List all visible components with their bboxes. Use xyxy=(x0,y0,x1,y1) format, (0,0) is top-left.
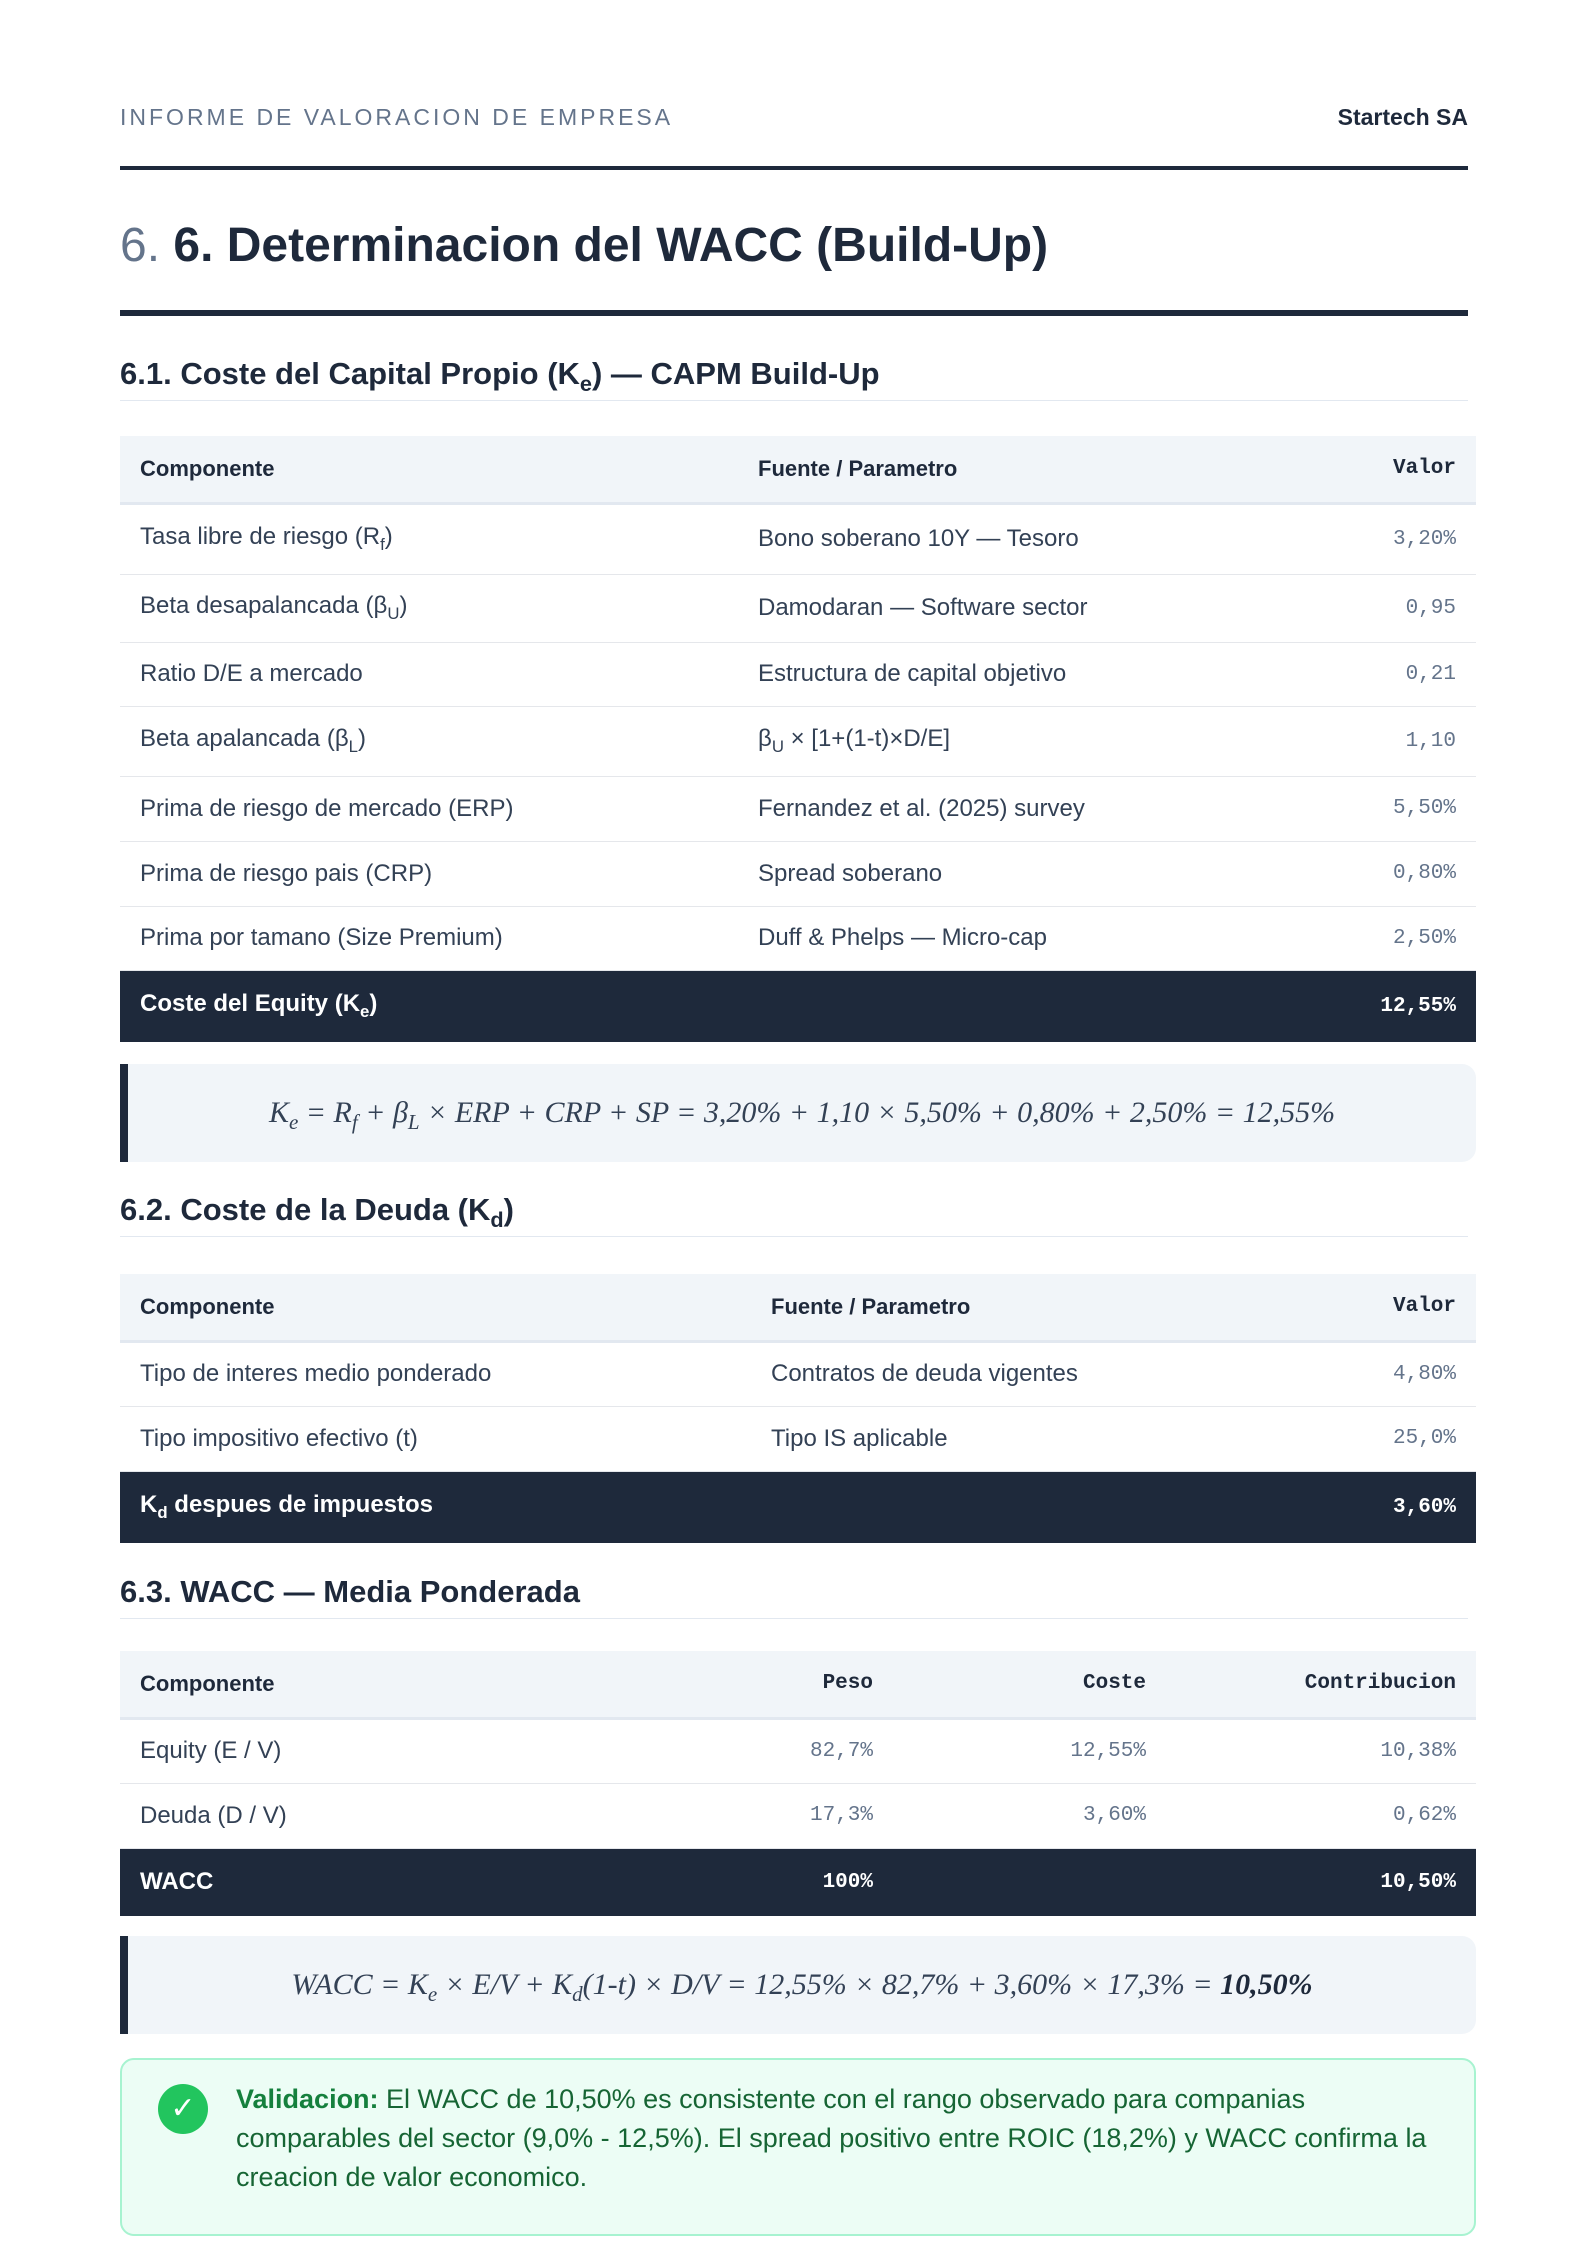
source-cell xyxy=(738,706,1266,776)
value-cell: 3,20% xyxy=(1266,503,1476,574)
source-tail: × [1+(1-t)×D/E] xyxy=(783,725,951,753)
component-tail: ) xyxy=(399,592,408,620)
weight-cell: 82,7% xyxy=(593,1718,893,1783)
component-cell: Prima de riesgo pais (CRP) xyxy=(120,841,738,906)
kd-table-header xyxy=(120,1274,1476,1341)
total-row xyxy=(120,970,1476,1042)
total-row xyxy=(120,1848,1476,1916)
section-title xyxy=(120,218,1468,316)
kd-heading-sub: d xyxy=(490,1207,504,1233)
section-title-text: 6. Determinacion del WACC (Build-Up) xyxy=(173,219,1049,272)
component-tail: ) xyxy=(384,523,393,551)
cost-cell: 12,55% xyxy=(893,1718,1166,1783)
formula-part: (1-t) × D/V = 12,55% × 82,7% + 3,60% × 17,3% = xyxy=(582,1968,1221,2001)
col-header-contribution: Contribucion xyxy=(1166,1651,1476,1718)
cost-cell: 3,60% xyxy=(893,1783,1166,1848)
total-row xyxy=(120,1471,1476,1543)
validation-callout xyxy=(120,2058,1476,2236)
total-label xyxy=(120,1471,751,1543)
value-cell: 25,0% xyxy=(1266,1406,1476,1471)
kd-section-heading xyxy=(120,1192,1468,1237)
total-empty-cell xyxy=(738,970,1266,1042)
source-cell: Estructura de capital objetivo xyxy=(738,642,1266,706)
formula-part: × E/V + K xyxy=(437,1968,573,2001)
table-row xyxy=(120,1341,1476,1406)
contribution-cell: 0,62% xyxy=(1166,1783,1476,1848)
component-cell xyxy=(120,503,738,574)
source-cell: Bono soberano 10Y — Tesoro xyxy=(738,503,1266,574)
component-cell: Tipo impositivo efectivo (t) xyxy=(120,1406,751,1471)
component-tail: ) xyxy=(357,725,366,753)
source-cell: Tipo IS aplicable xyxy=(751,1406,1266,1471)
total-label: WACC xyxy=(120,1848,593,1916)
source-sub: U xyxy=(771,736,784,756)
contribution-cell: 10,38% xyxy=(1166,1718,1476,1783)
formula-part: = R xyxy=(298,1096,352,1129)
report-title: INFORME DE VALORACION DE EMPRESA xyxy=(120,104,674,130)
company-name: Startech SA xyxy=(1337,104,1468,130)
report-header xyxy=(120,100,1468,170)
total-label xyxy=(120,970,738,1042)
formula-part: × ERP + CRP + SP = 3,20% + 1,10 × 5,50% + 0,80% + 2,50% = 12,55% xyxy=(419,1096,1336,1129)
formula-part: + β xyxy=(357,1096,408,1129)
total-label-text: K xyxy=(140,1491,158,1519)
formula-part: WACC = K xyxy=(291,1968,428,2001)
table-row xyxy=(120,841,1476,906)
component-cell: Ratio D/E a mercado xyxy=(120,642,738,706)
col-header-source: Fuente / Parametro xyxy=(738,436,1266,503)
table-row xyxy=(120,1783,1476,1848)
ke-table xyxy=(120,436,1476,1042)
total-label-text: Coste del Equity (K xyxy=(140,990,361,1018)
value-cell: 4,80% xyxy=(1266,1341,1476,1406)
validation-body: El WACC de 10,50% es consistente con el rango observado para companias comparables del sector (9,0% - 12,5%). El spread positivo entre ROIC (18,2%) y WACC confirma la creacion de valor economico. xyxy=(236,2084,1427,2192)
source-text: β xyxy=(758,725,772,753)
source-cell: Damodaran — Software sector xyxy=(738,574,1266,642)
col-header-component: Componente xyxy=(120,436,738,503)
total-value: 3,60% xyxy=(1266,1471,1476,1543)
source-cell: Contratos de deuda vigentes xyxy=(751,1341,1266,1406)
total-empty-cell xyxy=(751,1471,1266,1543)
component-cell: Equity (E / V) xyxy=(120,1718,593,1783)
component-cell: Deuda (D / V) xyxy=(120,1783,593,1848)
value-cell: 5,50% xyxy=(1266,776,1476,841)
component-text: Beta apalancada (β xyxy=(140,725,349,753)
weight-cell: 17,3% xyxy=(593,1783,893,1848)
check-icon: ✓ xyxy=(158,2084,208,2134)
value-cell: 1,10 xyxy=(1266,706,1476,776)
table-row xyxy=(120,503,1476,574)
validation-label: Validacion: xyxy=(236,2084,379,2114)
formula-sub: d xyxy=(572,1982,583,2006)
kd-heading-part: 6.2. Coste de la Deuda (K xyxy=(120,1192,491,1227)
col-header-cost: Coste xyxy=(893,1651,1166,1718)
component-cell xyxy=(120,706,738,776)
table-row xyxy=(120,706,1476,776)
source-cell: Duff & Phelps — Micro-cap xyxy=(738,906,1266,970)
col-header-component: Componente xyxy=(120,1651,593,1718)
table-row xyxy=(120,574,1476,642)
col-header-value: Valor xyxy=(1266,436,1476,503)
component-cell xyxy=(120,574,738,642)
validation-text xyxy=(236,2080,1434,2197)
table-row xyxy=(120,776,1476,841)
kd-table xyxy=(120,1274,1476,1543)
wacc-section-heading: 6.3. WACC — Media Ponderada xyxy=(120,1574,1468,1619)
total-label-tail: despues de impuestos xyxy=(167,1491,434,1519)
ke-formula xyxy=(120,1064,1476,1162)
ke-table-header xyxy=(120,436,1476,503)
formula-sub: f xyxy=(351,1110,358,1134)
table-row xyxy=(120,642,1476,706)
total-weight: 100% xyxy=(593,1848,893,1916)
ke-section-heading xyxy=(120,356,1468,401)
source-cell: Spread soberano xyxy=(738,841,1266,906)
table-row xyxy=(120,1406,1476,1471)
kd-heading-tail: ) xyxy=(503,1192,514,1227)
total-value: 12,55% xyxy=(1266,970,1476,1042)
total-cost xyxy=(893,1848,1166,1916)
value-cell: 0,21 xyxy=(1266,642,1476,706)
total-contribution: 10,50% xyxy=(1166,1848,1476,1916)
value-cell: 2,50% xyxy=(1266,906,1476,970)
formula-sub: e xyxy=(288,1110,299,1134)
source-cell: Fernandez et al. (2025) survey xyxy=(738,776,1266,841)
total-label-sub: d xyxy=(157,1503,168,1523)
component-cell: Prima de riesgo de mercado (ERP) xyxy=(120,776,738,841)
component-sub: f xyxy=(380,534,385,554)
formula-part: K xyxy=(268,1096,289,1129)
col-header-source: Fuente / Parametro xyxy=(751,1274,1266,1341)
value-cell: 0,80% xyxy=(1266,841,1476,906)
col-header-weight: Peso xyxy=(593,1651,893,1718)
ke-heading-tail: ) — CAPM Build-Up xyxy=(591,356,880,391)
formula-result: 10,50% xyxy=(1220,1968,1313,2001)
total-label-tail: ) xyxy=(369,990,378,1018)
component-sub: U xyxy=(387,603,400,623)
ke-heading-sub: e xyxy=(579,371,592,397)
table-row xyxy=(120,906,1476,970)
component-cell: Prima por tamano (Size Premium) xyxy=(120,906,738,970)
section-number: 6. xyxy=(120,219,161,272)
wacc-table xyxy=(120,1651,1476,1916)
table-row xyxy=(120,1718,1476,1783)
formula-sub: e xyxy=(427,1982,438,2006)
total-label-sub: e xyxy=(360,1002,370,1022)
component-cell: Tipo de interes medio ponderado xyxy=(120,1341,751,1406)
wacc-table-header xyxy=(120,1651,1476,1718)
component-text: Beta desapalancada (β xyxy=(140,592,388,620)
col-header-value: Valor xyxy=(1266,1274,1476,1341)
col-header-component: Componente xyxy=(120,1274,751,1341)
ke-heading-part: 6.1. Coste del Capital Propio (K xyxy=(120,356,580,391)
component-text: Tasa libre de riesgo (R xyxy=(140,523,381,551)
wacc-formula xyxy=(120,1936,1476,2034)
value-cell: 0,95 xyxy=(1266,574,1476,642)
component-sub: L xyxy=(348,736,358,756)
formula-sub: L xyxy=(407,1110,420,1134)
